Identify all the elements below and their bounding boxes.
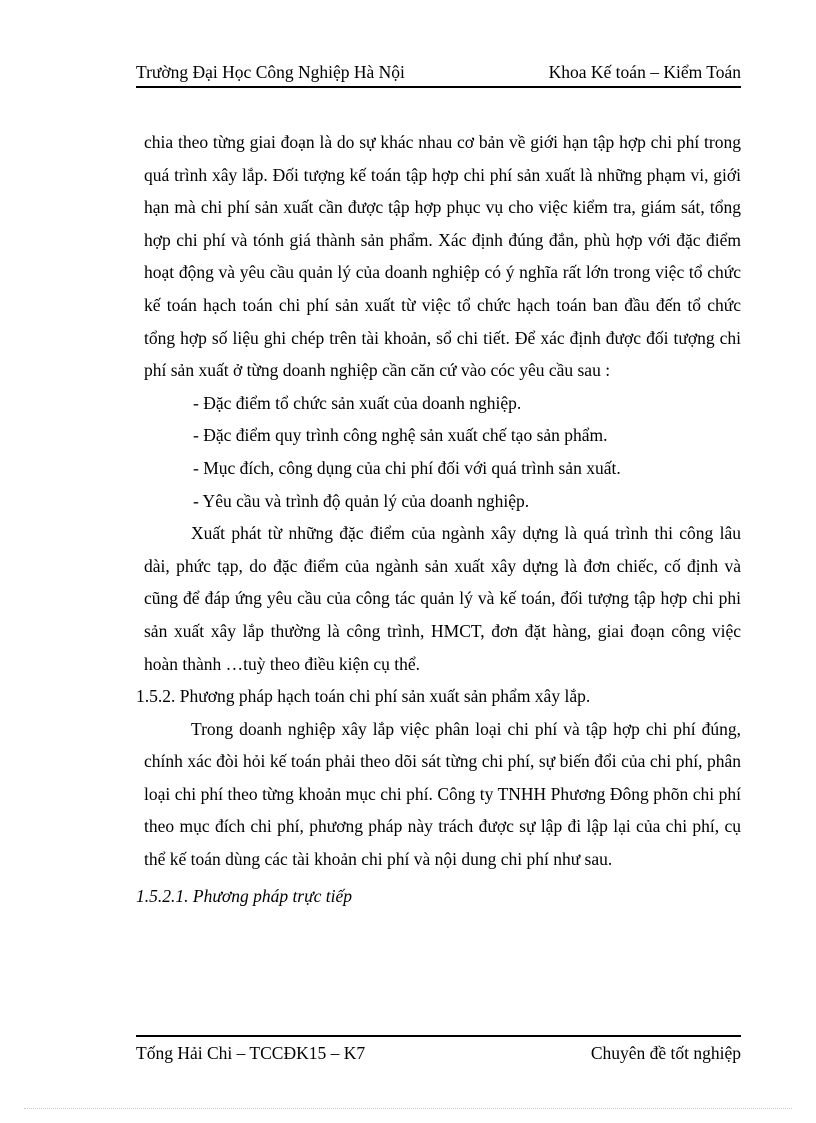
bullet-item: - Yêu cầu và trình độ quản lý của doanh nghiệp. [193, 490, 530, 511]
footer-document-type: Chuyên đề tốt nghiệp [590, 1043, 741, 1063]
subsection-heading: 1.5.2.1. Phương pháp trực tiếp [136, 885, 353, 906]
header-faculty-name: Khoa Kế toán – Kiểm Toán [548, 62, 741, 82]
paragraph-cost-object: chia theo từng giai đoạn là do sự khác nhau cơ bản về giới hạn tập hợp chi phí trong quá trình xây lắp. Đối tượng kế toán tập hợp chi phí sản xuất là những phạm vi, giới hạn mà chi phí sản xuất cần được tập hợp phục vụ cho việc kiểm tra, giám sát, tổng hợp chi phí và tónh giá thành sản phẩm. Xác định đúng đắn, phù hợp với đặc điểm hoạt động và yêu cầu quản lý của doanh nghiệp có ý nghĩa rất lớn trong việc tổ chức kế toán hạch toán chi phí sản xuất từ việc tổ chức hạch toán ban đầu đến tổ chức tổng hợp số liệu ghi chép trên tài khoản, sổ chi tiết. Để xác định được đối tượng chi phí sản xuất ở từng doanh nghiệp cần căn cứ vào cóc yêu cầu sau : [144, 132, 741, 381]
bullet-item: - Đặc điểm quy trình công nghệ sản xuất chế tạo sản phẩm. [193, 425, 608, 446]
page-footer [136, 1035, 741, 1067]
section-heading: 1.5.2. Phương pháp hạch toán chi phí sản xuất sản phẩm xây lắp. [136, 686, 591, 707]
footer-author: Tống Hải Chi – TCCĐK15 – K7 [136, 1043, 366, 1063]
bullet-item: - Đặc điểm tổ chức sản xuất của doanh nghiệp. [193, 392, 522, 413]
page-edge-divider [24, 1108, 792, 1109]
page-header [136, 60, 741, 88]
header-school-name: Trường Đại Học Công Nghiệp Hà Nội [136, 62, 405, 82]
document-body [136, 126, 741, 912]
paragraph-method: Trong doanh nghiệp xây lắp việc phân loại chi phí và tập hợp chi phí đúng, chính xác đòi hỏi kế toán phải theo dõi sát từng chi phí, sự biến đổi của chi phí, phân loại chi phí theo từng khoản mục chi phí. Công ty TNHH Phương Đông phõn chi phí theo mục đích chi phí, phương pháp này trách được sự lập đi lập lại của chi phí, cụ thể kế toán dùng các tài khoản chi phí và nội dung chi phí như sau. [144, 718, 741, 870]
bullet-item: - Mục đích, công dụng của chi phí đối với quá trình sản xuất. [193, 457, 621, 478]
paragraph-construction: Xuất phát từ những đặc điểm của ngành xây dựng là quá trình thi công lâu dài, phức tạp, do đặc điểm của ngành sản xuất xây dựng là đơn chiếc, cố định và cũng để đáp ứng yêu cầu của công tác quản lý và kế toán, đối tượng tập hợp chi phi sản xuất xây lắp thường là công trình, HMCT, đơn đặt hàng, giai đoạn công việc hoàn thành …tuỳ theo điều kiện cụ thể. [144, 523, 741, 674]
